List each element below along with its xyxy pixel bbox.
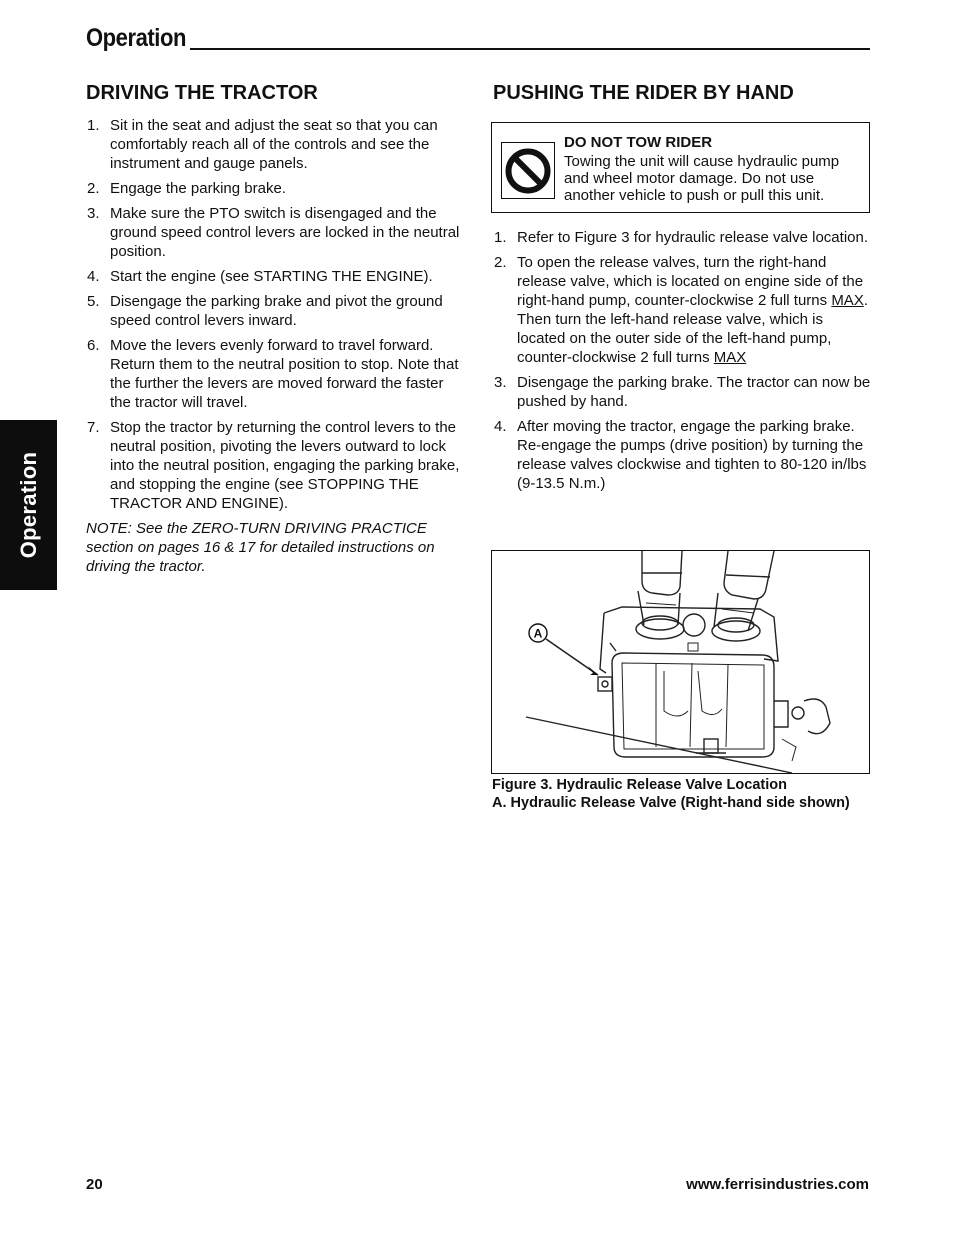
callout-label: A xyxy=(533,626,543,641)
list-item: 1. Refer to Figure 3 for hydraulic release valve location. xyxy=(494,229,869,246)
list-item: 1. Sit in the seat and adjust the seat so that you can comfortably reach all of the controls and see the instrument and gauge panels. xyxy=(87,117,438,172)
figure-caption xyxy=(492,776,852,812)
side-section-tab xyxy=(0,420,57,590)
driving-note: NOTE: See the ZERO-TURN DRIVING PRACTICE section on pages 16 & 17 for detailed instructions on driving the tractor. xyxy=(86,520,435,575)
list-item: 4. After moving the tractor, engage the parking brake. Re-engage the pumps (drive position) by turning the release valves clockwise and tighten to 80-120 in/lbs (9-13.5 N.m.) xyxy=(494,418,867,492)
list-item: 2. To open the release valves, turn the right-hand release valve, which is located on engine side of the right-hand pump, counter-clockwise 2 full turns MAX. Then turn the left-hand release valve, which is located on the outer side of the left-hand pump, counter-clockwise 2 full turns MAX xyxy=(494,254,868,366)
side-tab-label: Operation xyxy=(15,451,41,559)
list-item: 4. Start the engine (see STARTING THE ENGINE). xyxy=(87,268,433,285)
list-item: 3. Make sure the PTO switch is disengaged and the ground speed control levers are locked in the neutral position. xyxy=(87,205,460,260)
hydraulic-valve-figure xyxy=(491,550,870,774)
list-item: 2. Engage the parking brake. xyxy=(87,180,286,197)
website-url: www.ferrisindustries.com xyxy=(686,1176,869,1193)
list-item: 5. Disengage the parking brake and pivot the ground speed control levers inward. xyxy=(87,293,443,329)
driving-steps-list xyxy=(87,116,467,519)
list-item: 6. Move the levers evenly forward to travel forward. Return them to the neutral position to stop. Note that the further the levers are moved forward the faster the tractor will travel. xyxy=(87,337,459,411)
pushing-heading: PUSHING THE RIDER BY HAND xyxy=(493,82,794,104)
driving-heading: DRIVING THE TRACTOR xyxy=(86,82,318,104)
page-number: 20 xyxy=(86,1176,103,1193)
pushing-steps-list xyxy=(494,228,872,499)
hydraulic-pump-illustration xyxy=(492,551,869,773)
warning-text: Towing the unit will cause hydraulic pump and wheel motor damage. Do not use another vehicle to push or pull this unit. xyxy=(564,153,840,204)
warning-box xyxy=(491,122,870,213)
warning-title: DO NOT TOW RIDER xyxy=(564,134,713,151)
warning-icon-frame xyxy=(501,142,555,199)
list-item: 7. Stop the tractor by returning the control levers to the neutral position, pivoting the levers outward to lock into the neutral position, engaging the parking brake, and stopping the engine (see STOPPING THE TRACTOR AND ENGINE). xyxy=(87,419,460,512)
figure-caption-legend: A. Hydraulic Release Valve (Right-hand side shown) xyxy=(492,795,850,811)
prohibition-icon xyxy=(503,146,553,196)
header-rule xyxy=(190,48,870,50)
max-underline: MAX xyxy=(713,349,747,366)
page-section-title: Operation xyxy=(86,24,186,52)
list-item: 3. Disengage the parking brake. The tractor can now be pushed by hand. xyxy=(494,374,871,410)
figure-caption-title: Figure 3. Hydraulic Release Valve Location xyxy=(492,777,787,793)
max-underline: MAX xyxy=(831,292,864,309)
